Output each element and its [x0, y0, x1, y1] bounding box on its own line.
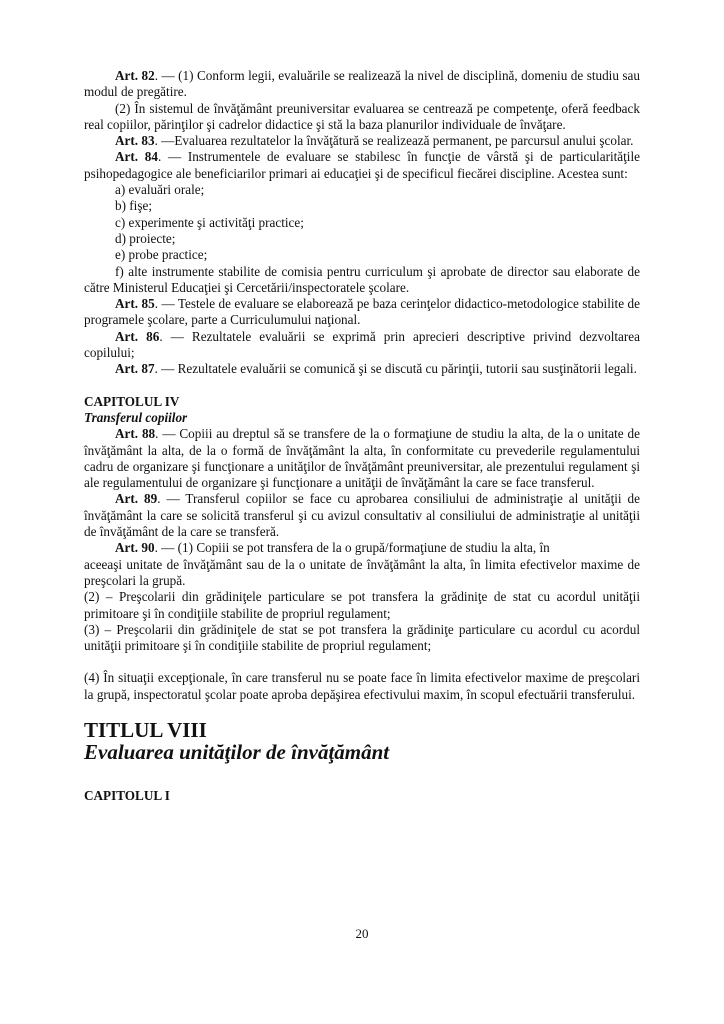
art-84-item-a: a) evaluări orale;	[115, 182, 205, 198]
art-87	[84, 361, 640, 377]
art-86	[84, 329, 640, 362]
art-84-item-b: b) fişe;	[115, 198, 152, 214]
chapter-iv-heading: CAPITOLUL IV	[84, 393, 180, 409]
article-text: . — Copiii au dreptul să se transfere de la o formaţiune de studiu la alta, de la o unitate de învăţământ la alta, de la o formă de învăţământ la alta, în conformitate cu prevederile regulamentului cadru de organizare şi funcţionare a unităţilor de învăţământ preuniversitar, ale prezentului regulament şi ale regulamentului de organizare şi funcţionare a unităţii de învăţământ la care se face transferul.	[84, 426, 640, 491]
art-84-item-c: c) experimente şi activităţi practice;	[115, 214, 304, 230]
art-84-item-f: f) alte instrumente stabilite de comisia pentru curriculum şi aprobate de director sau elaborate de către Ministerul Educaţiei şi Cercetării/inspectoratele şcolare.	[84, 263, 640, 295]
article-text: . — Instrumentele de evaluare se stabilesc în funcţie de vârstă şi de particularităţile psihopedagogice ale beneficiarilor primari ai educaţiei şi de specificul fiecărei discipline. Acestea sunt:	[84, 149, 640, 181]
art-85	[84, 296, 640, 329]
article-text: . — Transferul copiilor se face cu aprobarea consiliului de administraţie al unităţii de învăţământ la care se solicită transferul şi cu avizul consultativ al consiliului de administraţie al unităţii de învăţământ de la care se transferă.	[84, 491, 640, 540]
article-text: . — Rezultatele evaluării se exprimă prin aprecieri descriptive privind dezvoltarea copilului;	[84, 328, 640, 361]
art-83	[84, 133, 640, 149]
art-84-item-e: e) probe practice;	[115, 247, 208, 263]
article-text: . — (1) Conform legii, evaluările se realizează la nivel de disciplină, domeniu de studiu sau modul de pregătire.	[84, 68, 640, 100]
title-viii-subtitle: Evaluarea unităţilor de învăţământ	[84, 739, 390, 764]
article-label: Art. 83	[115, 133, 155, 149]
article-text: . — Rezultatele evaluării se comunică şi se discută cu părinţii, tutorii sau susţinătorii legali.	[154, 361, 637, 377]
article-label: Art. 84	[115, 149, 158, 165]
page-number: 20	[355, 926, 369, 941]
art-84-item-d: d) proiecte;	[115, 230, 176, 246]
art-82-par-2: (2) În sistemul de învăţământ preuniversitar evaluarea se centrează pe competenţe, oferă feedback real copiilor, părinţilor şi cadrelor didactice şi stă la baza planurilor individuale de învăţare.	[84, 100, 640, 132]
title-viii-heading: TITLUL VIII	[84, 717, 207, 742]
art-90-par-1	[84, 540, 640, 556]
article-label: Art. 85	[115, 296, 155, 312]
chapter-i-heading: CAPITOLUL I	[84, 787, 170, 803]
article-label: Art. 88	[115, 426, 156, 442]
gap-2	[84, 654, 640, 670]
article-label: Art. 89	[115, 491, 158, 507]
article-label: Art. 87	[115, 361, 155, 377]
art-89	[84, 491, 640, 540]
art-90-par-3: (3) – Preşcolarii din grădiniţele de stat se pot transfera la grădiniţe particulare cu acordul cu acordul unităţii primitoare şi în condiţiile stabilite de propriul regulament;	[84, 621, 640, 654]
art-90-par-1-cont: aceeaşi unitate de învăţământ sau de la o unitate de învăţământ la alta, în limita efectivelor maxime de preşcolari la grupă.	[84, 556, 640, 588]
gap-1	[84, 378, 640, 394]
art-84	[84, 149, 640, 182]
article-label: Art. 82	[115, 68, 155, 83]
article-label: Art. 86	[115, 328, 160, 344]
article-text: . — (1) Copiii se pot transfera de la o grupă/formaţiune de studiu la alta, în	[154, 540, 550, 556]
chapter-iv-subtitle: Transferul copiilor	[84, 409, 188, 425]
document-page	[84, 68, 640, 804]
art-88	[84, 426, 640, 491]
article-text: . — Testele de evaluare se elaborează pe baza cerinţelor didactico-metodologice stabilite de programele şcolare, parte a Curriculumului naţional.	[84, 296, 640, 328]
art-82-par-1	[84, 68, 640, 101]
article-text: . —Evaluarea rezultatelor la învăţătură se realizează permanent, pe parcursul anului şcolar.	[154, 133, 634, 149]
article-label: Art. 90	[115, 540, 155, 556]
art-90-par-4: (4) În situaţii excepţionale, în care transferul nu se poate face în limita efectivelor maxime de preşcolari la grupă, inspectoratul şcolar poate aproba depăşirea efectivului maxim, în scopul efectuării transferului.	[84, 670, 640, 702]
art-90-par-2: (2) – Preşcolarii din grădiniţele particulare se pot transfera la grădiniţe de stat cu acordul unităţii primitoare şi în condiţiile stabilite de propriul regulament;	[84, 589, 640, 621]
